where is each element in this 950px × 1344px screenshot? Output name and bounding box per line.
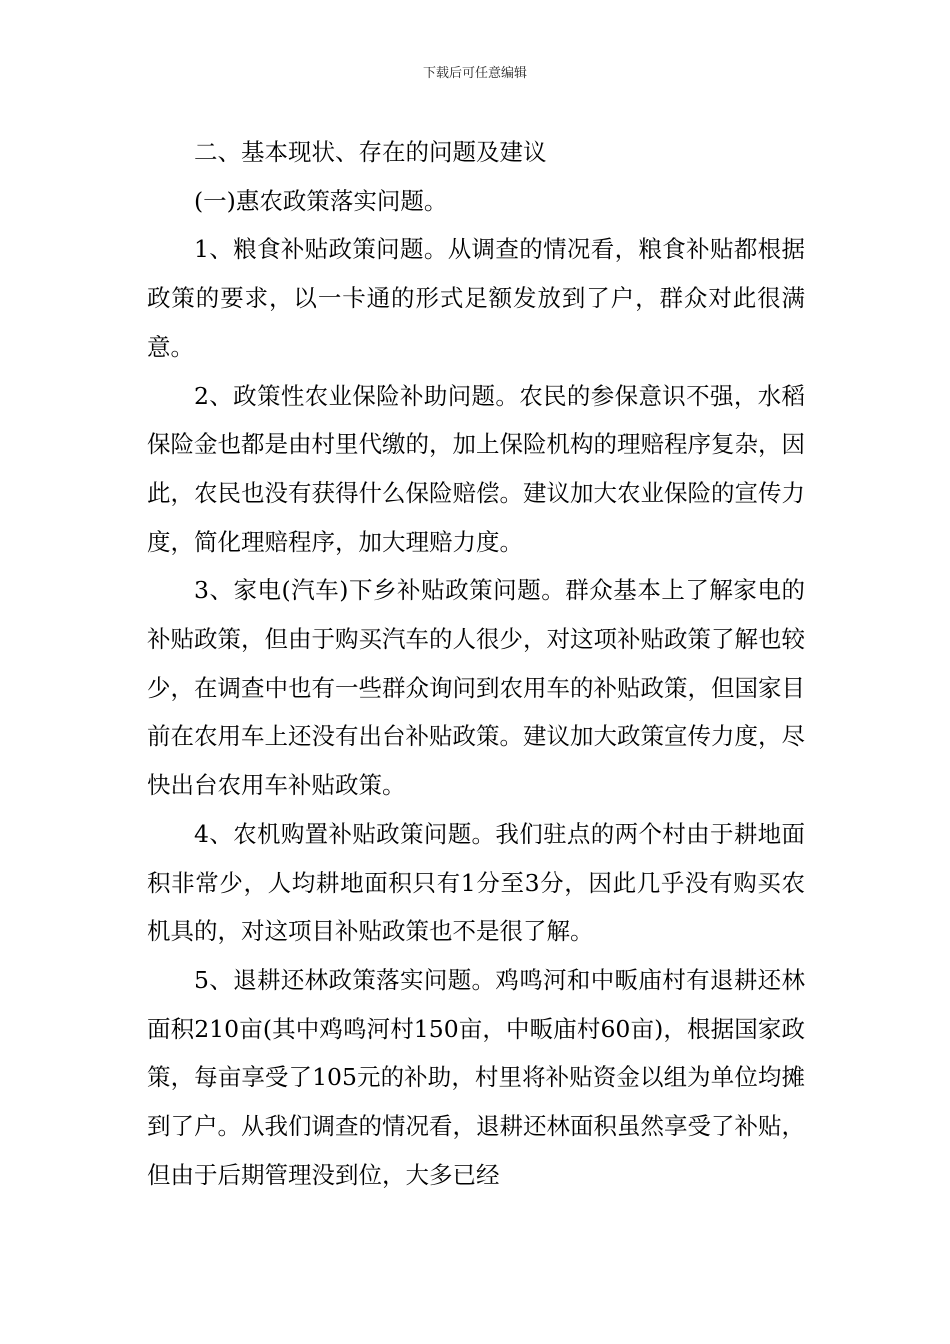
paragraph-appliance-subsidy: 3、家电(汽车)下乡补贴政策问题。群众基本上了解家电的补贴政策，但由于购买汽车的人很少，对这项补贴政策了解也较少，在调查中也有一些群众询问到农用车的补贴政策，但国家目前在农用车上还没有出台补贴政策。建议加大政策宣传力度，尽快出台农用车补贴政策。	[147, 576, 805, 800]
subsection-heading: (一)惠农政策落实问题。	[194, 186, 448, 215]
page-header: 下载后可任意编辑	[422, 66, 527, 81]
section-heading: 二、基本现状、存在的问题及建议	[194, 138, 547, 166]
document-body	[147, 128, 805, 1199]
paragraph-grain-subsidy: 1、粮食补贴政策问题。从调查的情况看，粮食补贴都根据政策的要求，以一卡通的形式足额发放到了户，群众对此很满意。	[147, 235, 805, 361]
paragraph-agricultural-insurance: 2、政策性农业保险补助问题。农民的参保意识不强，水稻保险金也都是由村里代缴的，加上保险机构的理赔程序复杂，因此，农民也没有获得什么保险赔偿。建议加大农业保险的宣传力度，简化理赔程序，加大理赔力度。	[147, 381, 805, 556]
paragraph-machinery-subsidy: 4、农机购置补贴政策问题。我们驻点的两个村由于耕地面积非常少，人均耕地面积只有1分至3分，因此几乎没有购买农机具的，对这项目补贴政策也不是很了解。	[147, 819, 805, 946]
paragraph-reforestation: 5、退耕还林政策落实问题。鸡鸣河和中畈庙村有退耕还林面积210亩(其中鸡鸣河村150亩，中畈庙村60亩)，根据国家政策，每亩享受了105元的补助，村里将补贴资金以组为单位均摊到了户。从我们调查的情况看，退耕还林面积虽然享受了补贴，但由于后期管理没到位，大多已经	[147, 965, 805, 1189]
